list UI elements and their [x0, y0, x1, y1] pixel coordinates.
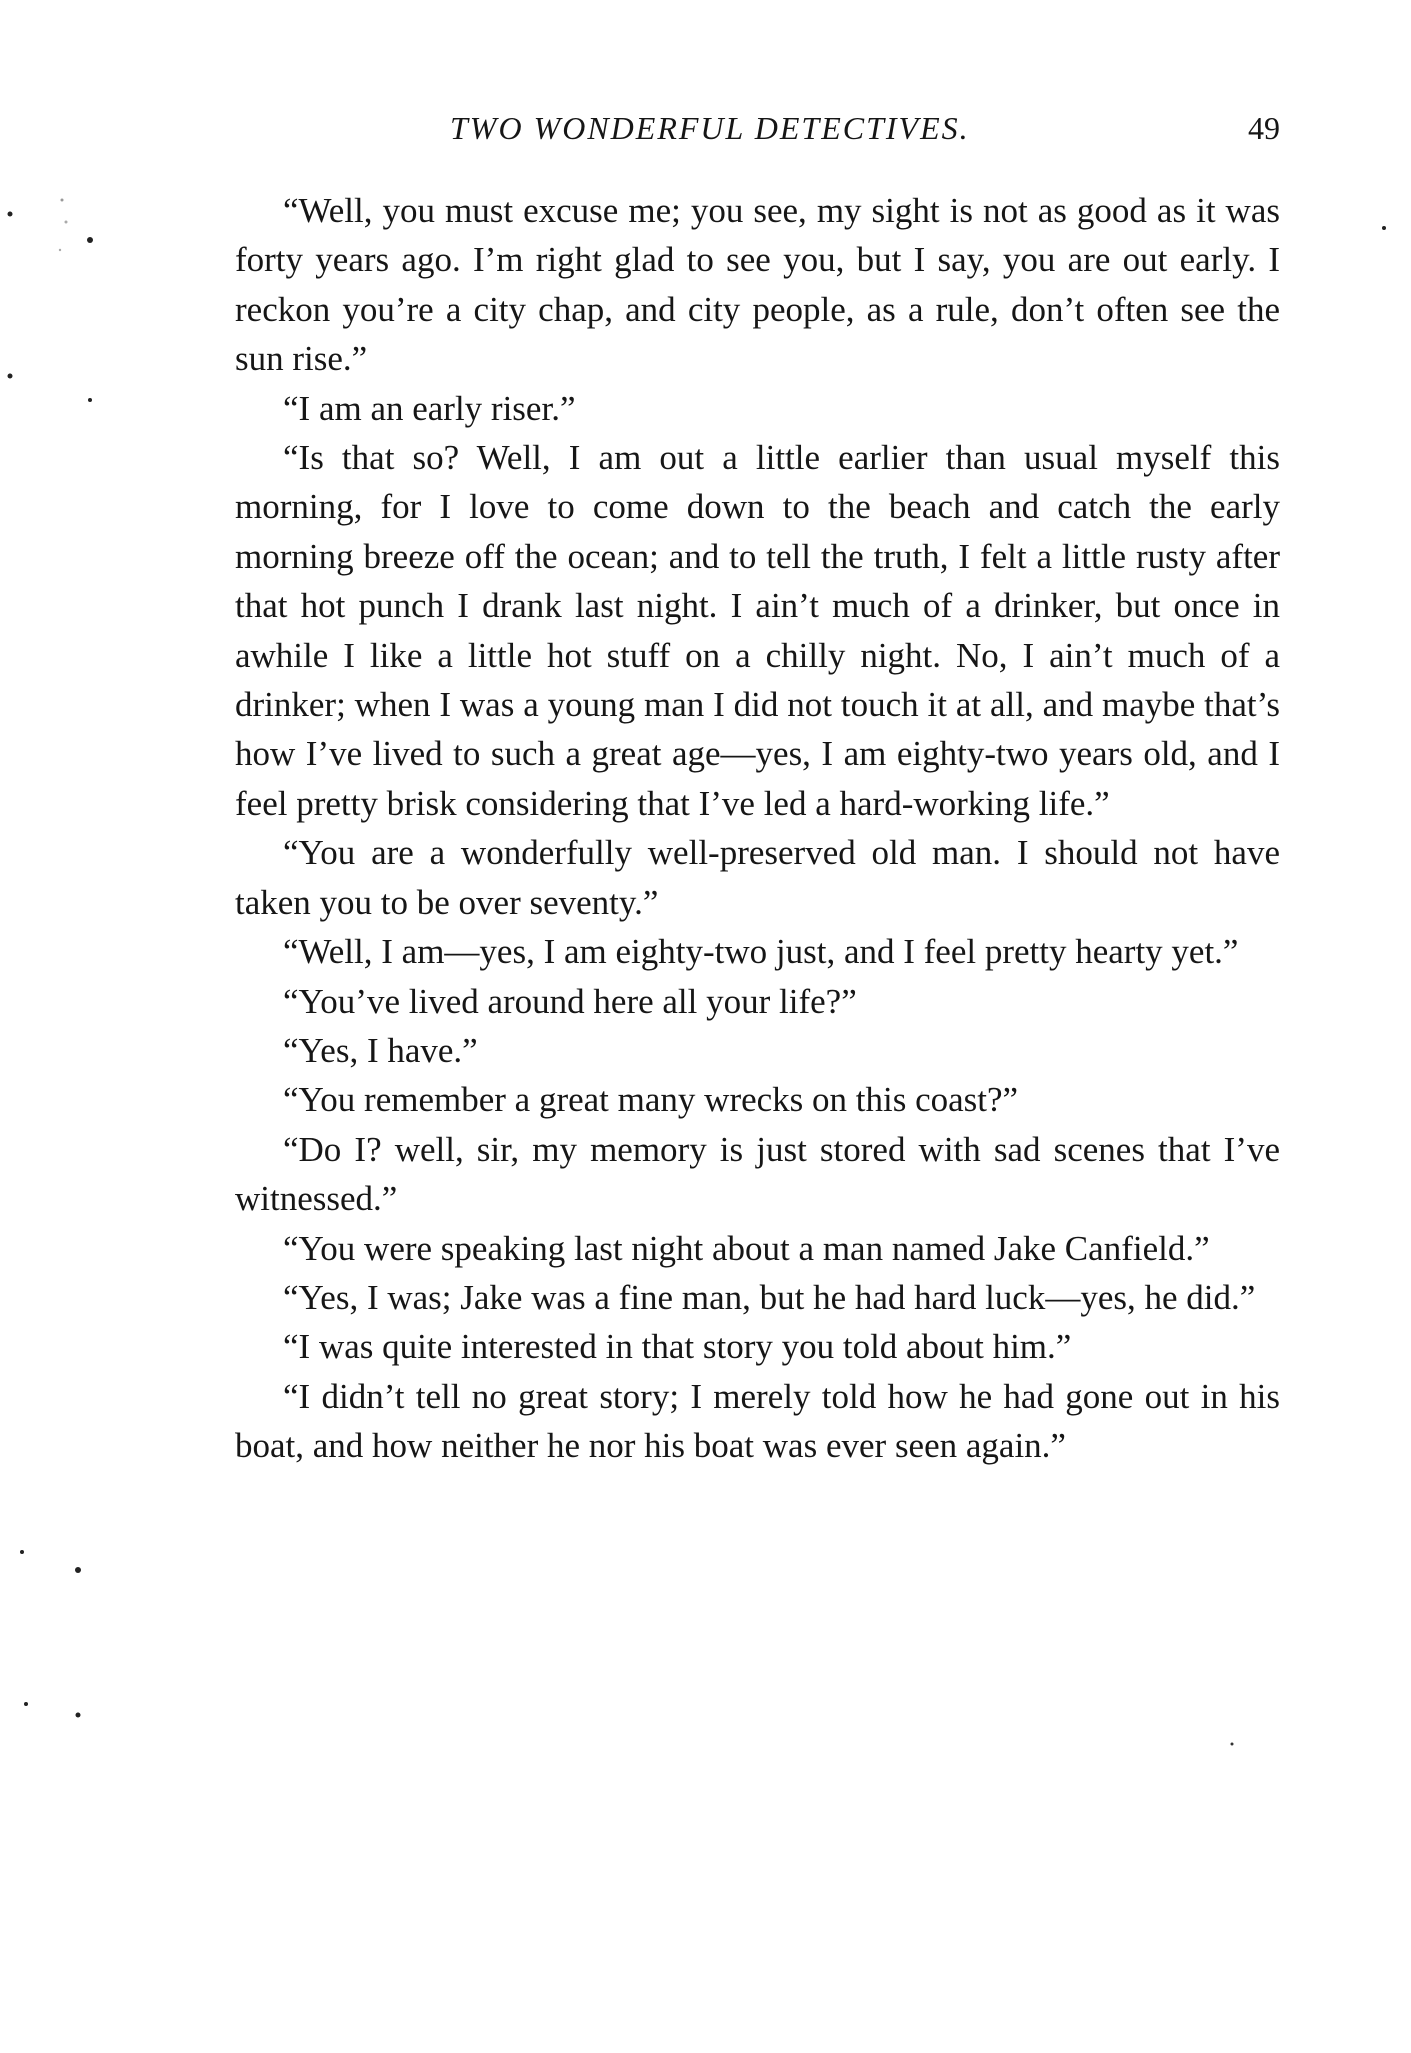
paragraph: “Well, you must excuse me; you see, my sight is not as good as it was forty years ago. I’m right glad to see you, but I say, you are out early. I reckon you’re a city chap, and city people, as a rule, don’t often see the sun rise.” — [235, 191, 1280, 379]
paragraph: “Do I? well, sir, my memory is just stored with sad scenes that I’ve witnessed.” — [235, 1129, 1280, 1219]
speck — [87, 237, 93, 243]
speck — [76, 1713, 81, 1718]
speck — [61, 199, 64, 202]
speck — [20, 1550, 24, 1554]
speck — [75, 1567, 81, 1573]
paragraph: “I didn’t tell no great story; I merely told how he had gone out in his boat, and how neither he nor his boat was ever seen again.” — [235, 1376, 1280, 1466]
speck — [1231, 1743, 1234, 1746]
running-title: TWO WONDERFUL DETECTIVES. — [450, 110, 970, 146]
speck — [65, 221, 68, 224]
paragraph: “You were speaking last night about a man named Jake Canfield.” — [283, 1228, 1210, 1268]
body-text — [235, 186, 1280, 1471]
paragraph: “You remember a great many wrecks on this coast?” — [283, 1080, 1019, 1120]
paragraph: “Yes, I have.” — [283, 1030, 478, 1070]
speck — [1382, 226, 1386, 230]
paragraph: “I am an early riser.” — [283, 388, 576, 428]
paragraph: “Is that so? Well, I am out a little earlier than usual myself this morning, for I love to come down to the beach and catch the early morning breeze off the ocean; and to tell the truth, I felt a little rusty after that hot punch I drank last night. I ain’t much of a drinker, but once in awhile I like a little hot stuff on a chilly night. No, I ain’t much of a drinker; when I was a young man I did not touch it at all, and maybe that’s how I’ve lived to such a great age—yes, I am eighty-two years old, and I feel pretty brisk considering that I’ve led a hard-working life.” — [235, 438, 1280, 823]
speck — [8, 374, 13, 379]
paragraph: “You’ve lived around here all your life?” — [283, 981, 857, 1021]
paragraph: “I was quite interested in that story you told about him.” — [283, 1327, 1072, 1367]
speck — [8, 212, 13, 217]
paragraph: “Well, I am—yes, I am eighty-two just, and I feel pretty hearty yet.” — [283, 932, 1239, 972]
speck — [24, 1702, 28, 1706]
running-head — [235, 110, 1280, 158]
speck — [88, 398, 92, 402]
paragraph: “Yes, I was; Jake was a fine man, but he had hard luck—yes, he did.” — [283, 1277, 1256, 1317]
page-number: 49 — [1248, 110, 1280, 146]
paragraph: “You are a wonderfully well-preserved old man. I should not have taken you to be over seventy.” — [235, 833, 1280, 922]
speck — [59, 249, 61, 251]
